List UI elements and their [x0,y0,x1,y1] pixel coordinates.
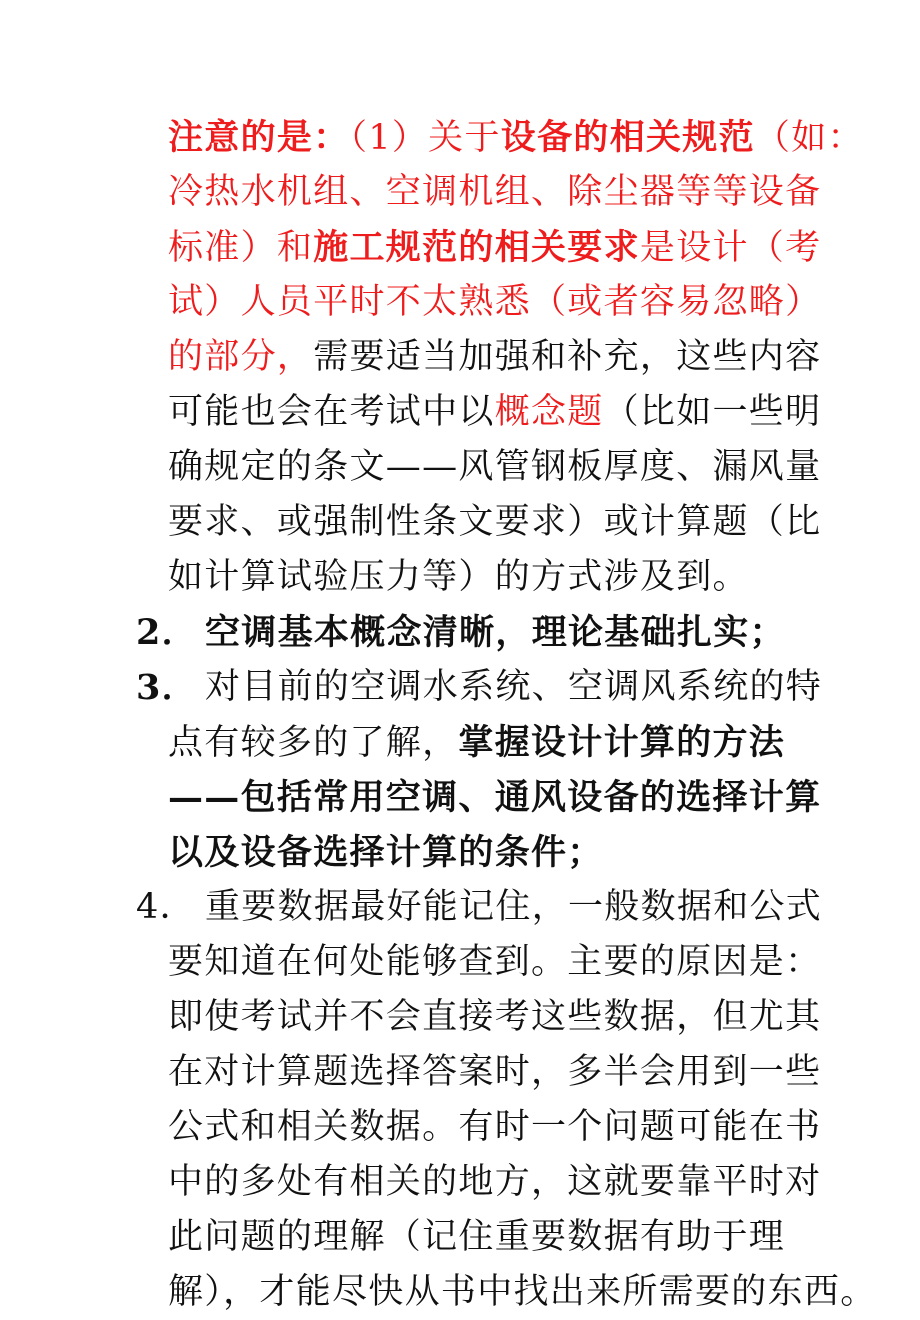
item-number: 3． [136,667,198,708]
item-3-line-4 [0,825,920,880]
note-text: 需要适当加强和补充，这些内容 [313,337,822,377]
item-4-line-8 [0,1265,920,1320]
note-text: 要求、或强制性条文要求）或计算题（比 [168,502,822,542]
note-text: 可能也会在考试中以 [168,392,495,432]
item-3-line-3 [0,770,920,825]
note-text: （1）关于 [349,118,501,158]
note-text: 试）人员平时不太熟悉（或者容易忽略） [168,282,822,322]
item-text: 中的多处有相关的地方，这就要靠平时对 [168,1162,822,1202]
item-3-line-2 [0,715,920,770]
list-item-3 [0,660,920,715]
item-text: 此问题的理解（记住重要数据有助于理 [168,1217,786,1257]
note-line-9 [0,550,920,605]
item-emphasis: 掌握设计计算的方法 [458,722,786,763]
item-4-line-6 [0,1155,920,1210]
note-emphasis: 施工规范的相关要求 [313,227,640,268]
item-text: 对目前的空调水系统、空调风系统的特 [205,667,823,707]
item-text: 解），才能尽快从书中找出来所需要的东西。 [168,1272,877,1312]
note-text: 冷热水机组、空调机组、除尘器等等设备 [168,172,822,212]
note-text: 如计算试验压力等）的方式涉及到。 [168,557,749,597]
note-line-7 [0,440,920,495]
note-line-6 [0,385,920,440]
item-text: 重要数据最好能记住，一般数据和公式 [205,887,823,927]
item-text: 点有较多的了解， [168,723,459,763]
note-line-1 [0,110,920,165]
document-page [0,110,920,1320]
item-text: 公式和相关数据。有时一个问题可能在书 [168,1107,822,1147]
item-text: 即使考试并不会直接考这些数据，但尤其 [168,997,822,1037]
note-line-8 [0,495,920,550]
note-text: 标准）和 [168,228,314,268]
note-text: 确规定的条文——风管钢板厚度、漏风量 [168,447,822,487]
item-emphasis: 以及设备选择计算的条件； [168,832,604,873]
item-4-line-2 [0,935,920,990]
note-text: （比如一些明 [603,392,822,432]
note-emphasis: 设备的相关规范 [500,117,755,158]
note-text: 的部分， [168,337,314,377]
item-emphasis: ——包括常用空调、通风设备的选择计算 [168,777,822,818]
list-item-2 [0,605,920,660]
note-line-3 [0,220,920,275]
item-4-line-7 [0,1210,920,1265]
item-number: 4． [136,887,196,927]
item-4-line-4 [0,1045,920,1100]
item-4-line-5 [0,1100,920,1155]
item-text: 在对计算题选择答案时，多半会用到一些 [168,1052,822,1092]
note-line-5 [0,330,920,385]
note-line-2 [0,165,920,220]
item-text: 要知道在何处能够查到。主要的原因是： [168,942,822,982]
note-text: 是设计（考 [639,228,822,268]
note-label: 注意的是： [168,117,350,158]
note-line-4 [0,275,920,330]
item-number: 2． [136,612,198,653]
note-text: （如： [754,118,864,158]
item-4-line-3 [0,990,920,1045]
item-text: 空调基本概念清晰，理论基础扎实； [205,612,786,653]
note-emphasis: 概念题 [494,392,604,432]
list-item-4 [0,880,920,935]
